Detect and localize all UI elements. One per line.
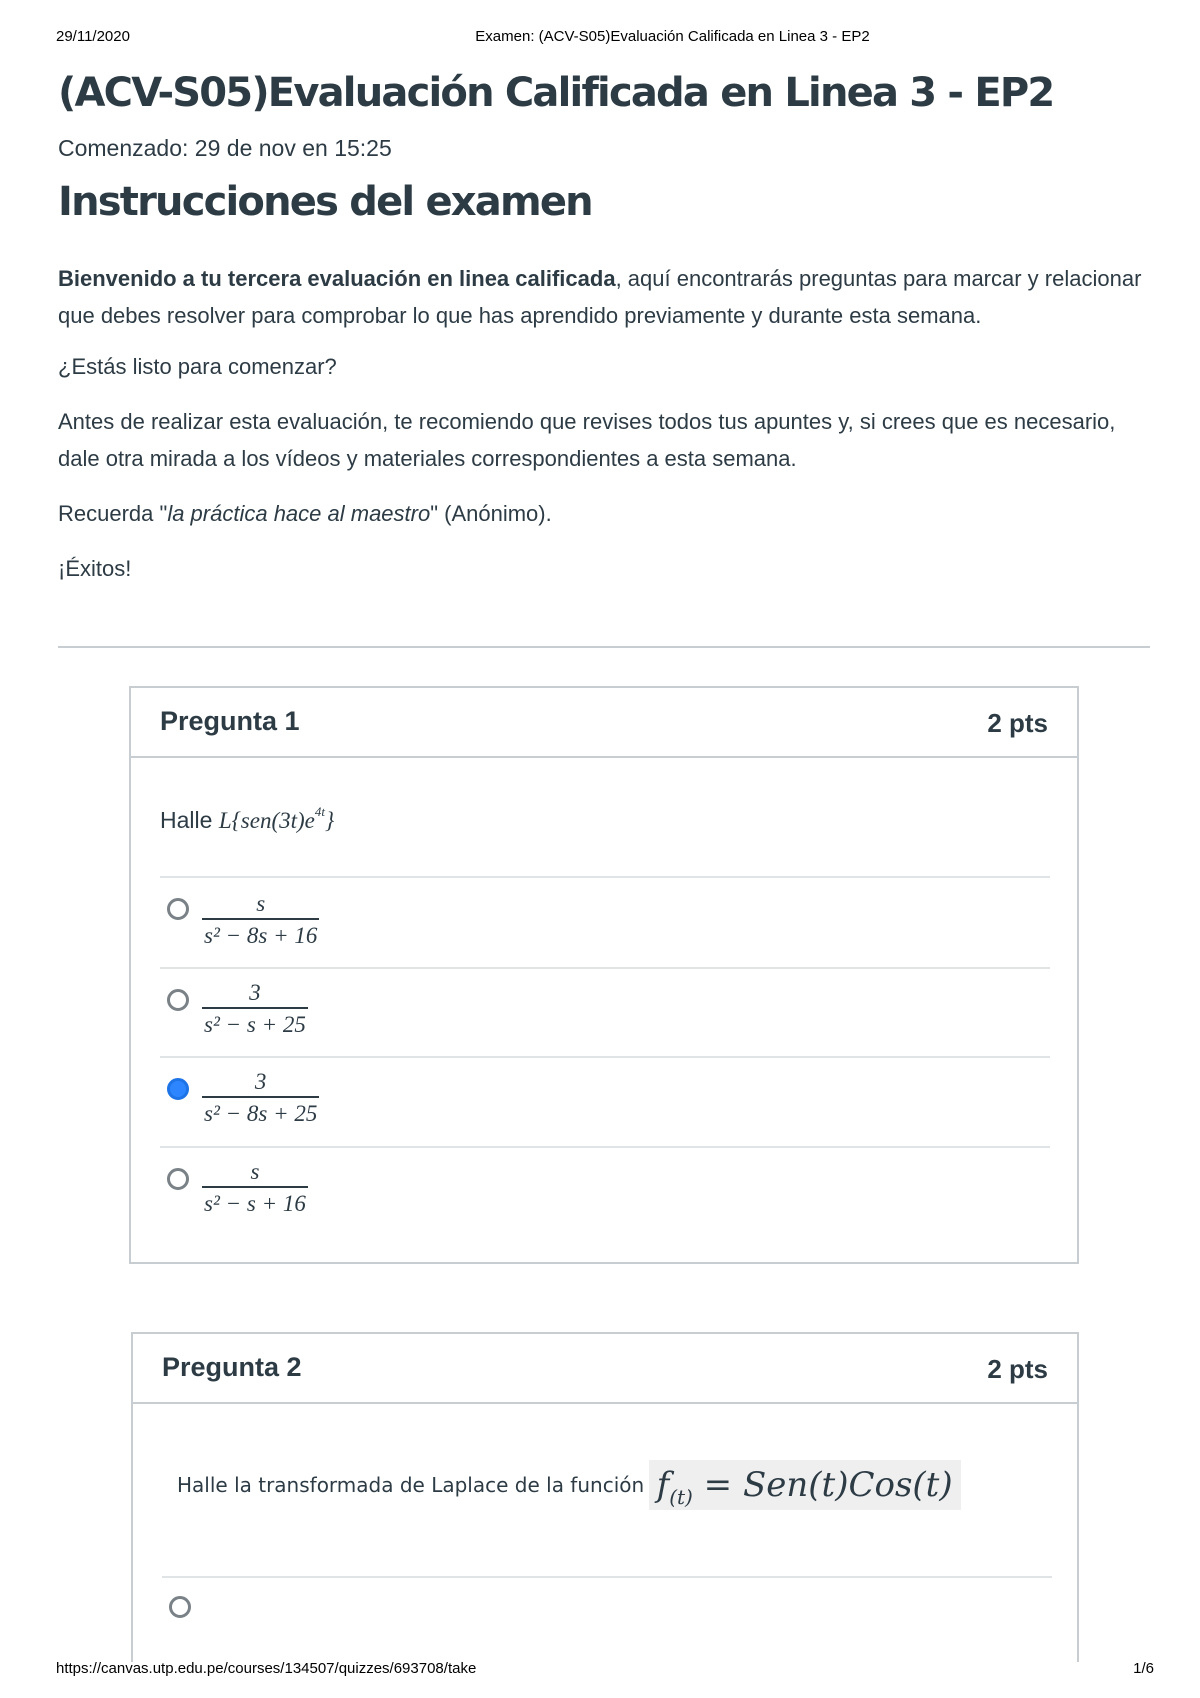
fraction-denominator: s² − 8s + 25 <box>202 1096 319 1128</box>
stem-formula <box>649 1460 961 1510</box>
formula-rhs: = Sen(t)Cos(t) <box>692 1465 953 1505</box>
stem-math <box>218 804 335 833</box>
fraction-denominator: s² − s + 25 <box>202 1007 308 1039</box>
question-header <box>131 688 1077 758</box>
radio-button[interactable] <box>169 1596 191 1618</box>
question-points: 2 pts <box>987 1354 1048 1384</box>
answer-option[interactable] <box>160 1056 1050 1146</box>
stem-math-close: } <box>325 808 335 833</box>
formula-sub: (t) <box>669 1484 693 1509</box>
print-date: 29/11/2020 <box>56 28 130 45</box>
question-name: Pregunta 2 <box>162 1352 302 1382</box>
question-points: 2 pts <box>987 708 1048 738</box>
answer-fraction <box>202 890 319 950</box>
formula-f: f <box>656 1465 670 1505</box>
question-name: Pregunta 1 <box>160 706 300 736</box>
fraction-denominator: s² − 8s + 16 <box>202 918 319 950</box>
answer-fraction <box>202 979 308 1039</box>
quote-text: la práctica hace al maestro <box>167 501 431 526</box>
fraction-numerator: 3 <box>249 980 261 1005</box>
fraction-denominator: s² − s + 16 <box>202 1186 308 1218</box>
page-url: https://canvas.utp.edu.pe/courses/134507/quizzes/693708/take <box>56 1660 477 1677</box>
radio-button[interactable] <box>167 1168 189 1190</box>
question-2 <box>131 1332 1079 1662</box>
answer-fraction <box>202 1158 308 1218</box>
answer-option[interactable] <box>162 1576 1052 1666</box>
answer-option[interactable] <box>160 967 1050 1056</box>
answer-option[interactable] <box>160 1146 1050 1246</box>
print-title: Examen: (ACV-S05)Evaluación Calificada en Linea 3 - EP2 <box>475 28 870 45</box>
stem-lead: Halle la transformada de Laplace de la función <box>177 1473 645 1497</box>
answer-fraction <box>202 1068 319 1128</box>
success-text: ¡Éxitos! <box>58 556 132 581</box>
stem-math-expr: L{sen(3t)e <box>218 808 315 833</box>
welcome-bold: Bienvenido a tu tercera evaluación en linea calificada <box>58 266 616 291</box>
radio-button[interactable] <box>167 898 189 920</box>
question-stem <box>160 804 334 834</box>
answer-option[interactable] <box>160 876 1050 967</box>
print-header <box>0 28 1200 48</box>
quote-post: " (Anónimo). <box>430 501 552 526</box>
ready-text: ¿Estás listo para comenzar? <box>58 354 337 379</box>
instructions-body <box>58 260 1148 587</box>
question-stem <box>177 1460 961 1510</box>
quote-pre: Recuerda " <box>58 501 168 526</box>
quiz-content <box>58 66 1148 605</box>
advice-text: Antes de realizar esta evaluación, te recomiendo que revises todos tus apuntes y, si crees que es necesario, dale otra mirada a los vídeos y materiales correspondientes a esta semana. <box>58 409 1116 471</box>
print-footer <box>0 1660 1200 1680</box>
question-1 <box>129 686 1079 1264</box>
page-number: 1/6 <box>1133 1660 1154 1677</box>
section-divider <box>58 646 1150 648</box>
fraction-numerator: 3 <box>254 1069 267 1094</box>
radio-button-selected[interactable] <box>167 1078 189 1100</box>
stem-lead: Halle <box>160 807 213 833</box>
quiz-title: (ACV-S05)Evaluación Calificada en Linea 3 - EP2 <box>58 70 1054 116</box>
welcome-rest: , aquí encontrarás preguntas para marcar y relacionar que debes resolver para comprobar lo que has aprendido previamente y durante esta semana. <box>58 266 1142 328</box>
question-header <box>133 1334 1077 1404</box>
welcome-paragraph <box>58 260 1148 334</box>
quote-paragraph <box>58 495 1148 532</box>
fraction-numerator: s <box>256 891 266 916</box>
started-timestamp: Comenzado: 29 de nov en 15:25 <box>58 135 392 161</box>
stem-math-exponent: 4t <box>314 804 326 819</box>
fraction-numerator: s <box>250 1159 260 1184</box>
instructions-heading: Instrucciones del examen <box>58 179 592 225</box>
radio-button[interactable] <box>167 989 189 1011</box>
